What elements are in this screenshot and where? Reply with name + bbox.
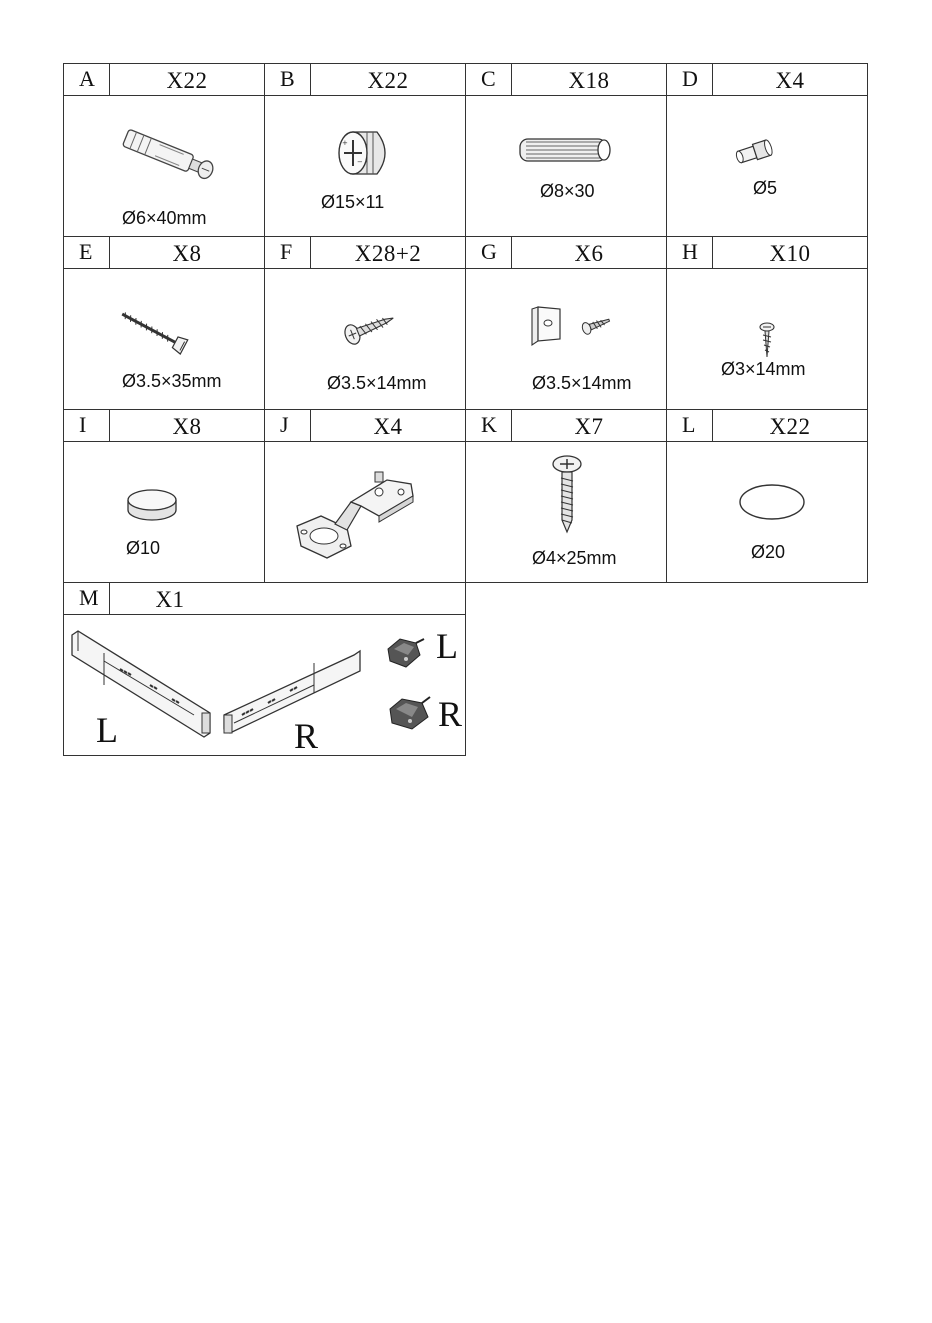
cabinet-hinge-icon (291, 466, 441, 566)
parts-grid (63, 63, 867, 755)
part-dimension: Ø15×11 (321, 192, 385, 212)
part-dimension: Ø10 (126, 538, 161, 558)
part-cell-f (264, 236, 466, 410)
clip-left-label: L (436, 626, 458, 666)
slide-right-label: R (294, 716, 319, 756)
bumper-pad-icon (122, 484, 182, 526)
shelf-pin-icon (733, 136, 777, 168)
part-letter: A (64, 64, 110, 95)
part-letter: I (64, 410, 110, 441)
part-header (667, 410, 867, 442)
part-header (466, 237, 666, 269)
part-cell-h (666, 236, 868, 410)
part-quantity: X22 (166, 68, 208, 93)
part-header (64, 64, 264, 96)
long-screw-icon (114, 301, 194, 361)
small-screw-icon (757, 321, 777, 361)
part-cell-d (666, 63, 868, 237)
clip-right-label: R (438, 694, 463, 734)
part-header (667, 64, 867, 96)
svg-text:−: − (357, 158, 363, 166)
part-quantity: X22 (769, 414, 811, 439)
part-cell-a (63, 63, 265, 237)
part-header (265, 64, 465, 96)
part-letter: H (667, 237, 713, 268)
round-head-screw-icon (550, 454, 584, 536)
svg-text:+: + (342, 139, 348, 147)
part-quantity: X4 (775, 68, 805, 93)
part-header (466, 410, 666, 442)
part-dimension: Ø20 (751, 542, 786, 562)
part-header (64, 583, 465, 615)
part-header (64, 410, 264, 442)
part-cell-k (465, 409, 667, 583)
part-dimension: Ø3.5×35mm (122, 371, 222, 391)
part-letter: D (667, 64, 713, 95)
part-quantity: X28+2 (354, 241, 422, 266)
part-dimension: Ø8×30 (540, 181, 595, 201)
part-cell-l (666, 409, 868, 583)
part-dimension: Ø3×14mm (721, 359, 806, 379)
part-quantity: X22 (367, 68, 409, 93)
part-letter: E (64, 237, 110, 268)
part-letter: C (466, 64, 512, 95)
slide-left-label: L (96, 710, 118, 750)
cam-lock-icon (333, 126, 397, 180)
part-quantity: X8 (172, 241, 202, 266)
part-header (265, 237, 465, 269)
part-letter: M (64, 583, 110, 614)
part-header (466, 64, 666, 96)
part-header (64, 237, 264, 269)
part-header (265, 410, 465, 442)
part-dimension: Ø5 (753, 178, 778, 198)
cam-bolt-icon (114, 126, 224, 186)
part-quantity: X6 (574, 241, 604, 266)
part-letter: L (667, 410, 713, 441)
part-quantity: X18 (568, 68, 610, 93)
part-quantity: X7 (574, 414, 604, 439)
part-cell-i (63, 409, 265, 583)
part-dimension: Ø4×25mm (532, 548, 617, 568)
part-quantity: X10 (769, 241, 811, 266)
part-letter: B (265, 64, 311, 95)
part-cell-b (264, 63, 466, 237)
part-cell-e (63, 236, 265, 410)
cover-cap-icon (737, 482, 807, 522)
part-quantity: X1 (155, 587, 185, 612)
part-letter: K (466, 410, 512, 441)
part-letter: G (466, 237, 512, 268)
part-dimension: Ø6×40mm (122, 208, 207, 228)
part-quantity: X8 (172, 414, 202, 439)
part-dimension: Ø3.5×14mm (327, 373, 427, 393)
part-cell-m (63, 582, 466, 756)
wood-dowel-icon (516, 136, 616, 166)
part-quantity: X4 (373, 414, 403, 439)
part-letter: J (265, 410, 311, 441)
part-cell-g (465, 236, 667, 410)
part-letter: F (265, 237, 311, 268)
part-header (667, 237, 867, 269)
drawer-slide-set-icon (64, 615, 466, 754)
part-cell-c (465, 63, 667, 237)
part-cell-j (264, 409, 466, 583)
bracket-and-screw-icon (526, 305, 616, 349)
part-dimension: Ø3.5×14mm (532, 373, 632, 393)
short-screw-icon (339, 303, 403, 351)
